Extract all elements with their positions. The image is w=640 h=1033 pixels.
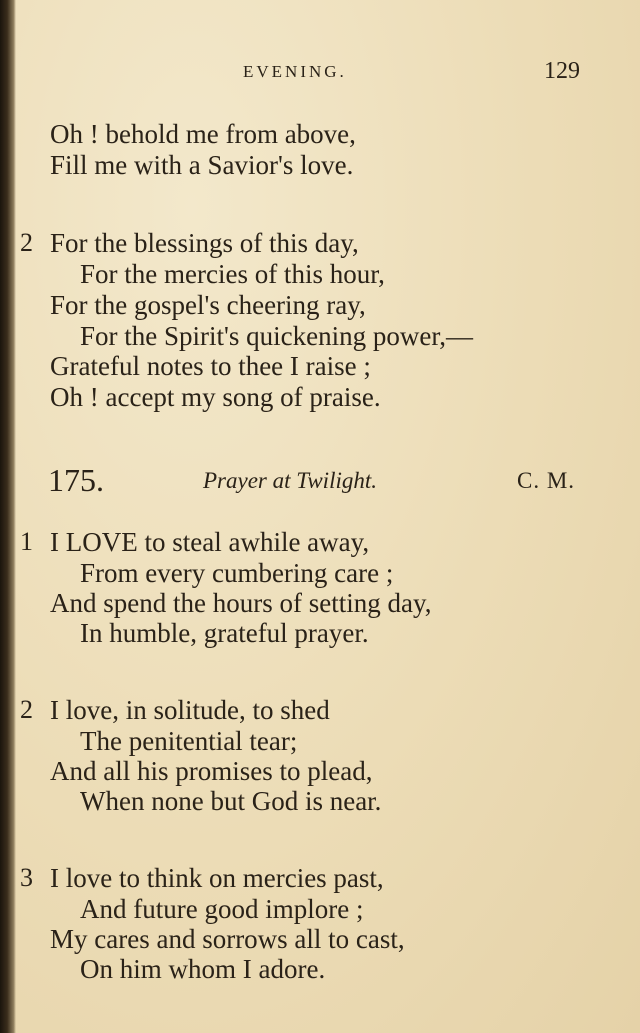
verse-line: Grateful notes to thee I raise ; [50, 351, 371, 381]
verse-line: I love to think on mercies past, [50, 863, 384, 893]
verse-line: For the mercies of this hour, [80, 259, 385, 289]
binding-edge [0, 0, 16, 1033]
verse-line: For the blessings of this day, [50, 228, 359, 258]
verse-line: And future good implore ; [80, 894, 364, 924]
verse-line: I love, in solitude, to shed [50, 695, 330, 725]
verse-line: And all his promises to plead, [50, 756, 373, 786]
verse-number: 2 [20, 228, 33, 257]
verse-line: Oh ! accept my song of praise. [50, 382, 381, 412]
verse-line: My cares and sorrows all to cast, [50, 924, 405, 954]
verse-line-first [50, 527, 369, 557]
running-title: EVENING. [243, 62, 347, 81]
hymn-number: 175. [48, 462, 104, 498]
verse-line: In humble, grateful prayer. [80, 618, 369, 648]
verse-line: The penitential tear; [80, 726, 298, 756]
verse-first-rest: to steal awhile away, [137, 527, 370, 557]
verse-number: 1 [20, 527, 33, 556]
hymn-title: Prayer at Twilight. [203, 468, 377, 493]
hymn-heading [0, 462, 640, 498]
verse-line: On him whom I adore. [80, 954, 326, 984]
verse-number: 3 [20, 863, 33, 892]
verse-line: When none but God is near. [80, 786, 382, 816]
verse-line: For the Spirit's quickening power,— [80, 321, 473, 351]
verse-line: And spend the hours of setting day, [50, 588, 432, 618]
verse-number: 2 [20, 695, 33, 724]
verse-line: For the gospel's cheering ray, [50, 290, 366, 320]
page-number: 129 [544, 58, 580, 84]
verse-line: Oh ! behold me from above, [50, 119, 356, 149]
verse-line: From every cumbering care ; [80, 558, 394, 588]
hymn-meter: C. M. [517, 468, 576, 493]
running-head [0, 58, 640, 88]
verse-line: Fill me with a Savior's love. [50, 150, 354, 180]
verse-first-word: I LOVE [50, 527, 138, 557]
